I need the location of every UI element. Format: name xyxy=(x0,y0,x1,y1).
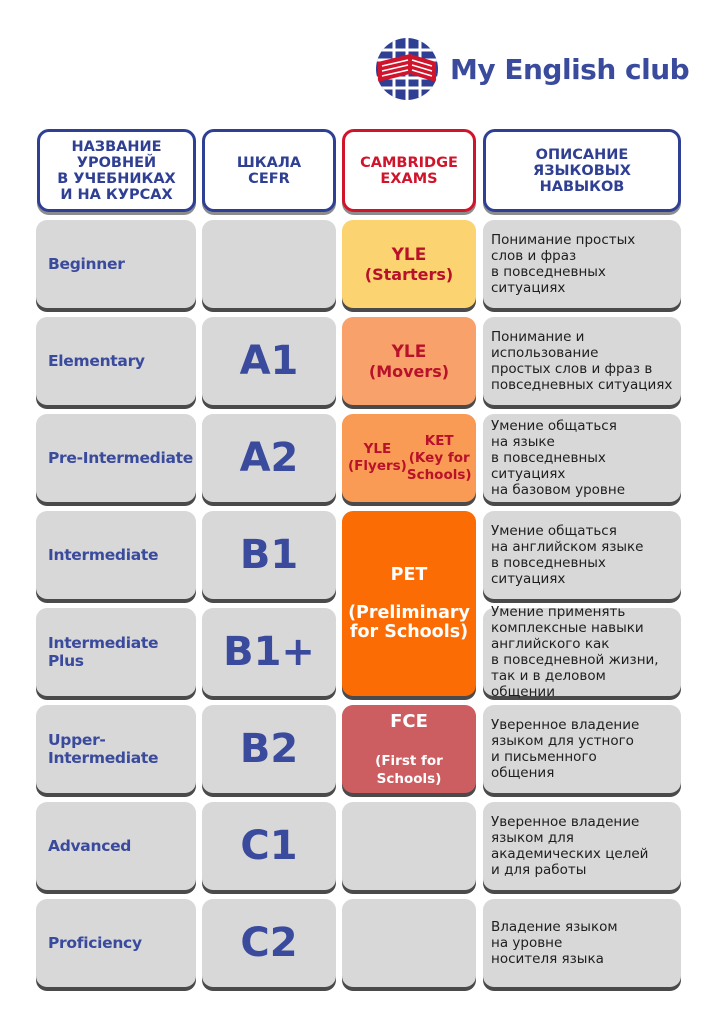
description-cell: Понимание и использование простых слов и фраз в повседневных ситуациях xyxy=(483,317,681,405)
cefr-cell: A1 xyxy=(202,317,336,405)
exam-subtitle: (Preliminary for Schools) xyxy=(348,602,470,642)
exam-fce xyxy=(342,705,476,793)
level-cell: Proficiency xyxy=(36,899,196,987)
level-cell: Pre-Intermediate xyxy=(36,414,196,502)
exam-title: YLE xyxy=(391,244,427,265)
brand-logo xyxy=(374,36,689,102)
exam-ket: KET (Key for Schools) xyxy=(406,432,472,483)
exam-yle-starters xyxy=(342,220,476,308)
description-cell: Уверенное владение языком для устного и письменного общения xyxy=(483,705,681,793)
description-cell: Уверенное владение языком для академических целей и для работы xyxy=(483,802,681,890)
level-cell: Intermediate Plus xyxy=(36,608,196,696)
exam-pet xyxy=(342,511,476,696)
exam-title: YLE xyxy=(391,341,427,362)
cefr-cell: C1 xyxy=(202,802,336,890)
description-cell: Понимание простых слов и фраз в повседневных ситуациях xyxy=(483,220,681,308)
cefr-cell: B2 xyxy=(202,705,336,793)
level-cell: Upper-Intermediate xyxy=(36,705,196,793)
description-cell: Умение применять комплексные навыки английского как в повседневной жизни, так и в деловом общении xyxy=(483,608,681,696)
cefr-cell: A2 xyxy=(202,414,336,502)
level-cell: Advanced xyxy=(36,802,196,890)
exam-yle-movers xyxy=(342,317,476,405)
exam-subtitle: (Movers) xyxy=(368,361,450,381)
exam-empty-cell xyxy=(342,802,476,890)
cefr-cell: C2 xyxy=(202,899,336,987)
description-cell: Умение общаться на английском языке в повседневных ситуациях xyxy=(483,511,681,599)
header-cambridge: CAMBRIDGE EXAMS xyxy=(342,129,476,212)
level-cell: Beginner xyxy=(36,220,196,308)
cefr-cell: B1 xyxy=(202,511,336,599)
level-cell: Intermediate xyxy=(36,511,196,599)
exam-title: FCE xyxy=(390,710,428,732)
exam-subtitle: (Starters) xyxy=(364,264,454,284)
cefr-cell xyxy=(202,220,336,308)
level-cell: Elementary xyxy=(36,317,196,405)
exam-title: PET xyxy=(390,564,428,585)
description-cell: Владение языком на уровне носителя языка xyxy=(483,899,681,987)
globe-book-icon xyxy=(374,36,440,102)
header-cefr: ШКАЛА CEFR xyxy=(202,129,336,212)
exam-yle-flyers: YLE (Flyers) xyxy=(348,441,407,474)
exam-subtitle: (First for Schools) xyxy=(375,752,443,787)
header-levels: НАЗВАНИЕ УРОВНЕЙ В УЧЕБНИКАХ И НА КУРСАХ xyxy=(37,129,196,212)
header-description: ОПИСАНИЕ ЯЗЫКОВЫХ НАВЫКОВ xyxy=(483,129,681,212)
exam-yle-flyers-ket xyxy=(342,414,476,502)
exam-empty-cell xyxy=(342,899,476,987)
description-cell: Умение общаться на языке в повседневных ситуациях на базовом уровне xyxy=(483,414,681,502)
brand-name: My English club xyxy=(450,52,690,86)
cefr-cell: B1+ xyxy=(202,608,336,696)
